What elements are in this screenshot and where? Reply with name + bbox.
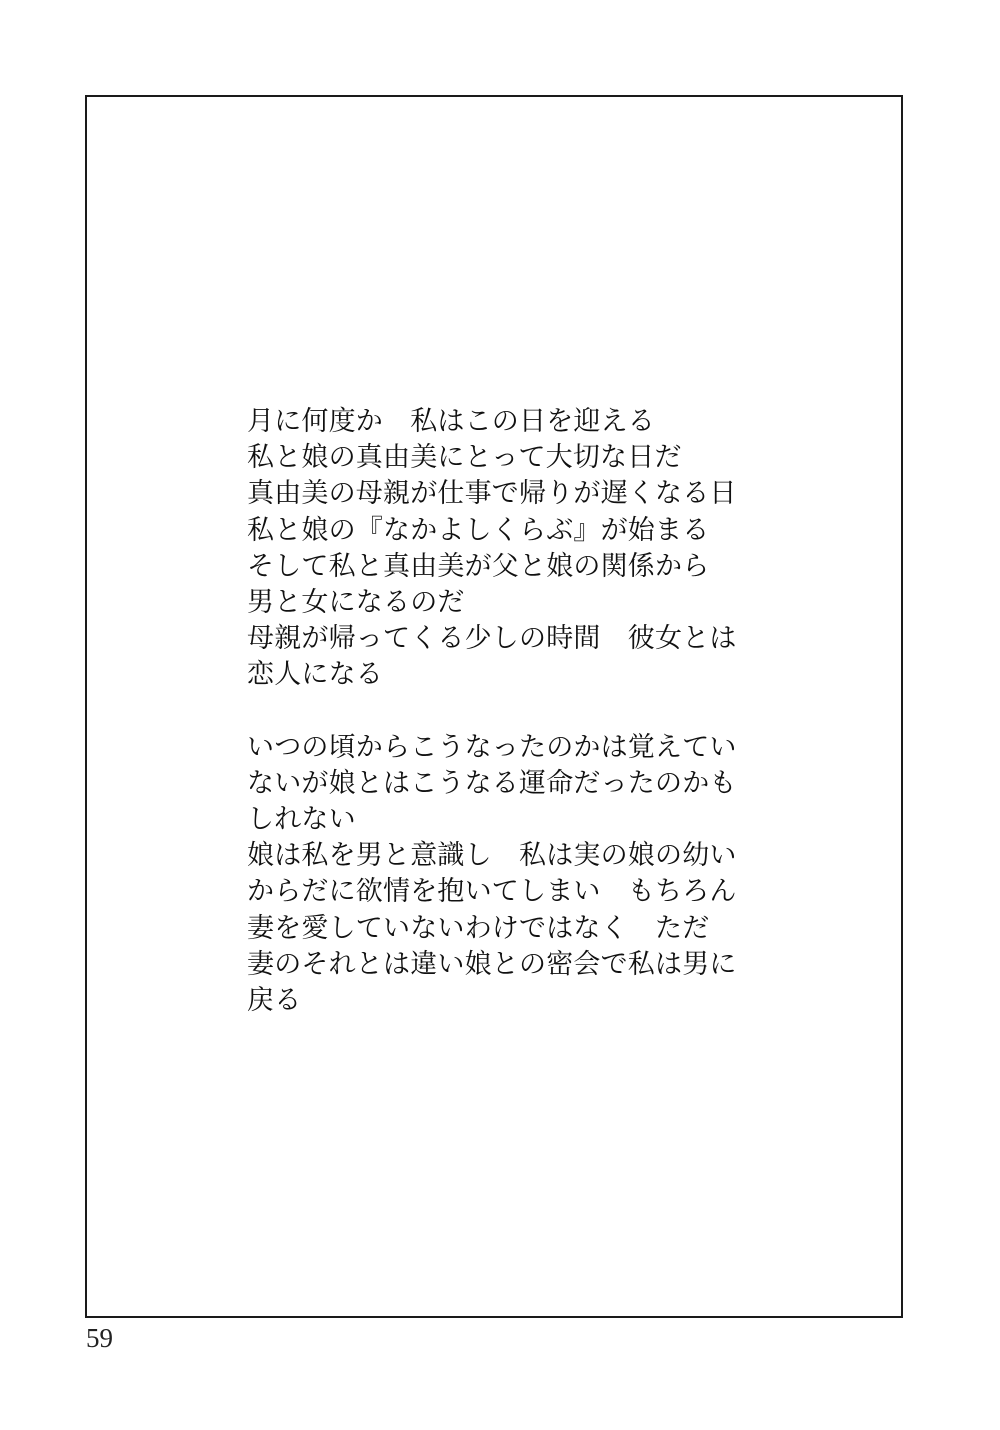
text-line: 娘は私を男と意識し 私は実の娘の幼い: [247, 840, 737, 872]
text-line: 母親が帰ってくる少しの時間 彼女とは: [247, 623, 737, 655]
text-line: いつの頃からこうなったのかは覚えてい: [247, 731, 737, 763]
text-line: そして私と真由美が父と娘の関係から: [247, 550, 710, 582]
stanza-1: [247, 404, 867, 694]
text-line: 妻のそれとは違い娘との密会で私は男に: [247, 948, 737, 980]
text-line: 私と娘の『なかよしくらぶ』が始まる: [247, 514, 710, 546]
text-line: からだに欲情を抱いてしまい もちろん: [247, 876, 737, 908]
text-line: しれない: [247, 804, 356, 836]
stanza-2: [247, 730, 867, 1020]
text-line: ないが娘とはこうなる運命だったのかも: [247, 767, 737, 799]
text-line: 私と娘の真由美にとって大切な日だ: [247, 442, 682, 474]
text-line: 戻る: [247, 985, 302, 1017]
text-line: 恋人になる: [247, 659, 383, 691]
narration-text: [247, 404, 867, 1019]
page-number: 59: [86, 1323, 113, 1353]
text-line: 妻を愛していないわけではなく ただ: [247, 912, 710, 944]
text-line: 月に何度か 私はこの日を迎える: [247, 406, 655, 437]
text-line: 男と女になるのだ: [247, 587, 465, 619]
text-line: 真由美の母親が仕事で帰りが遅くなる日: [247, 478, 737, 510]
